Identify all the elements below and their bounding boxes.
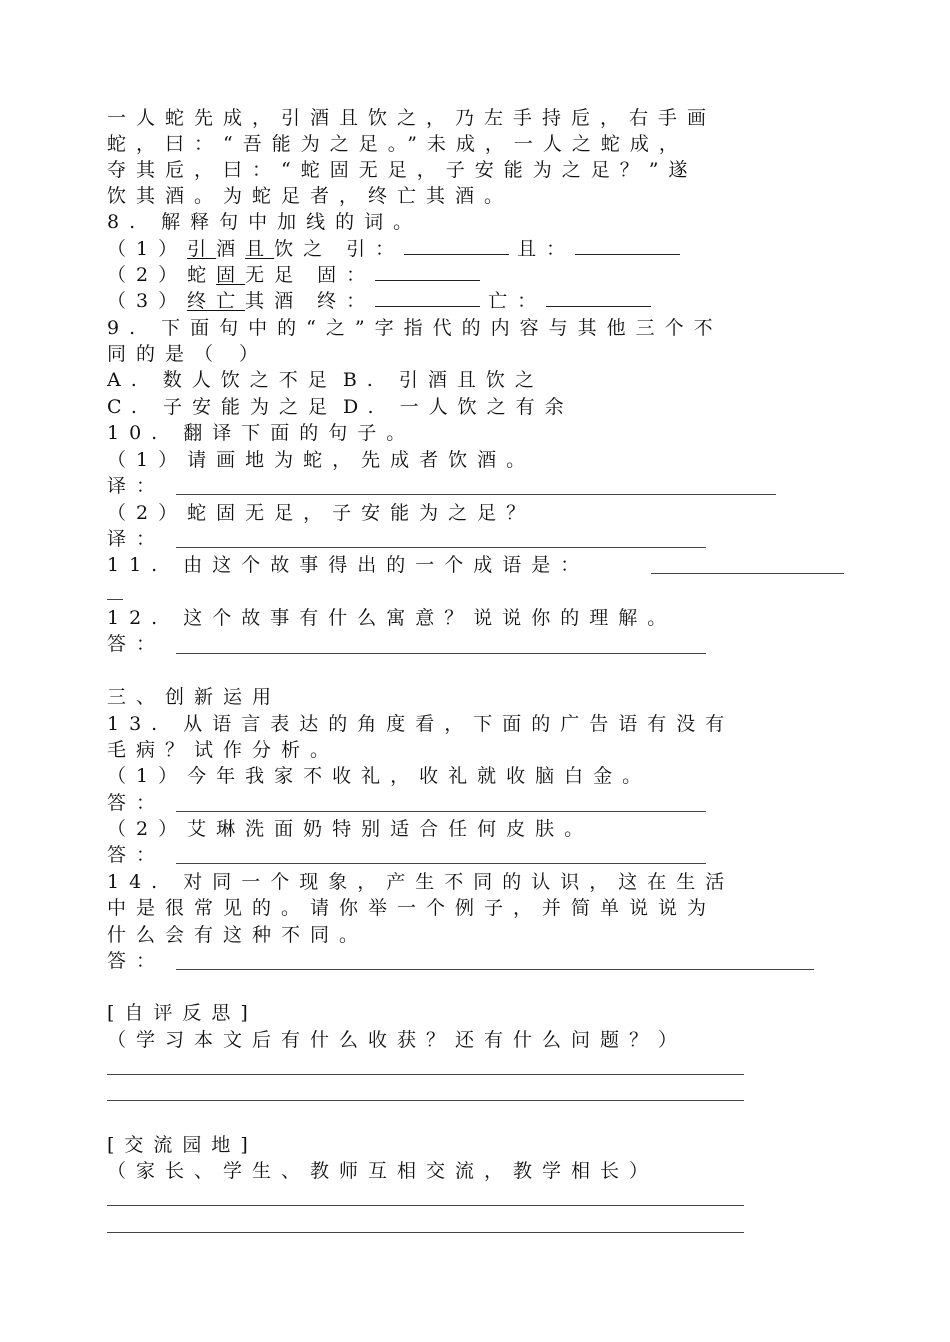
passage-line-4: 饮其酒。为蛇足者，终亡其酒。 bbox=[107, 185, 514, 207]
section-3-title: 三、创新运用 bbox=[107, 686, 282, 708]
reflect-line-1[interactable] bbox=[107, 1074, 744, 1075]
q8-item-3-text: 其酒 bbox=[245, 290, 304, 312]
q11-text: 11. 由这个故事得出的一个成语是： bbox=[107, 554, 590, 576]
q8-wang-answer-blank[interactable] bbox=[546, 288, 651, 307]
q8-qie-answer-blank[interactable] bbox=[575, 236, 680, 255]
q9-line-1: 9. 下面句中的“之”字指代的内容与其他三个不 bbox=[107, 317, 723, 339]
q8-item-1-text: 酒 bbox=[216, 238, 246, 260]
q13-answer-line-1[interactable] bbox=[176, 811, 706, 812]
q14-answer-line[interactable] bbox=[176, 969, 814, 970]
q13-sentence-2: （2）艾琳洗面奶特别适合任何皮肤。 bbox=[107, 818, 594, 840]
q9-option-b[interactable]: B. 引酒且饮之 bbox=[342, 369, 544, 391]
q14-line-3: 什么会有这种不同。 bbox=[107, 924, 369, 946]
q8-underlined-yin: 引 bbox=[187, 238, 217, 260]
passage-line-2: 蛇，曰：“吾能为之足。”未成，一人之蛇成， bbox=[107, 133, 688, 155]
q8-title: 8. 解释句中加线的词。 bbox=[107, 211, 423, 233]
q14-line-2: 中是很常见的。请你举一个例子，并简单说说为 bbox=[107, 897, 717, 919]
q11-answer-line-wrap bbox=[107, 599, 123, 600]
q13-answer-label-2: 答： bbox=[107, 844, 166, 866]
q12-answer-line[interactable] bbox=[176, 653, 706, 654]
q10-translate-label-2: 译： bbox=[107, 528, 166, 550]
q13-answer-label-1: 答： bbox=[107, 792, 166, 814]
passage-line-3: 夺其卮，曰：“蛇固无足，子安能为之足？”遂 bbox=[107, 159, 698, 181]
q8-zhong-answer-blank[interactable] bbox=[375, 288, 480, 307]
q9-option-d[interactable]: D. 一人饮之有余 bbox=[342, 396, 574, 418]
q8-item-2-pre: 蛇 bbox=[187, 264, 217, 286]
q12-answer-label: 答： bbox=[107, 633, 166, 655]
exchange-line-1[interactable] bbox=[107, 1205, 744, 1206]
q8-item-2 bbox=[107, 262, 480, 288]
q10-answer-line-2[interactable] bbox=[176, 547, 706, 548]
reflect-title: [自评反思] bbox=[107, 1002, 258, 1024]
q8-yin-answer-blank[interactable] bbox=[404, 236, 509, 255]
q8-key-gu: 固： bbox=[317, 264, 376, 286]
q8-underlined-gu: 固 bbox=[216, 264, 246, 286]
q14-answer-label: 答： bbox=[107, 950, 166, 972]
exchange-title: [交流园地] bbox=[107, 1134, 258, 1156]
q8-item-3 bbox=[107, 288, 651, 314]
exchange-line-2[interactable] bbox=[107, 1232, 744, 1233]
q9-option-a[interactable]: A. 数人饮之不足 bbox=[107, 369, 337, 391]
q8-underlined-zhongwang: 终亡 bbox=[187, 290, 246, 312]
q10-answer-line-1[interactable] bbox=[176, 494, 776, 495]
q10-sentence-2: （2）蛇固无足，子安能为之足？ bbox=[107, 502, 536, 524]
q9-line-2: 同的是（ ） bbox=[107, 343, 269, 365]
reflect-line-2[interactable] bbox=[107, 1100, 744, 1101]
q13-answer-line-2[interactable] bbox=[176, 863, 706, 864]
q13-line-2: 毛病？试作分析。 bbox=[107, 739, 340, 761]
q8-key-yin: 引： bbox=[346, 238, 405, 260]
q8-item-1-text-2: 饮之 bbox=[274, 238, 333, 260]
q11-answer-line[interactable] bbox=[651, 573, 844, 574]
q8-gu-answer-blank[interactable] bbox=[375, 262, 480, 281]
q13-line-1: 13. 从语言表达的角度看，下面的广告语有没有 bbox=[107, 713, 735, 735]
passage-line-1: 一人蛇先成，引酒且饮之，乃左手持卮，右手画 bbox=[107, 107, 717, 129]
q10-title: 10. 翻译下面的句子。 bbox=[107, 422, 416, 444]
q8-item-3-num: （3） bbox=[107, 290, 188, 312]
q8-key-wang: 亡： bbox=[488, 290, 547, 312]
q8-key-qie: 且： bbox=[517, 238, 576, 260]
q10-sentence-1: （1）请画地为蛇，先成者饮酒。 bbox=[107, 449, 536, 471]
reflect-prompt: （学习本文后有什么收获？还有什么问题？） bbox=[107, 1029, 688, 1051]
q8-underlined-qie: 且 bbox=[245, 238, 275, 260]
q10-translate-label-1: 译： bbox=[107, 475, 166, 497]
q8-item-2-text: 无足 bbox=[245, 264, 304, 286]
q9-options-ab bbox=[107, 367, 544, 393]
q13-sentence-1: （1）今年我家不收礼，收礼就收脑白金。 bbox=[107, 765, 652, 787]
q9-options-cd bbox=[107, 394, 574, 420]
q12-text: 12. 这个故事有什么寓意？说说你的理解。 bbox=[107, 607, 677, 629]
q8-key-zhong: 终： bbox=[317, 290, 376, 312]
q8-item-2-num: （2） bbox=[107, 264, 188, 286]
q14-line-1: 14. 对同一个现象，产生不同的认识，这在生活 bbox=[107, 871, 735, 893]
exchange-prompt: （家长、学生、教师互相交流，教学相长） bbox=[107, 1160, 659, 1182]
q8-item-1-num: （1） bbox=[107, 238, 188, 260]
q9-option-c[interactable]: C. 子安能为之足 bbox=[107, 396, 337, 418]
q8-item-1 bbox=[107, 236, 680, 262]
